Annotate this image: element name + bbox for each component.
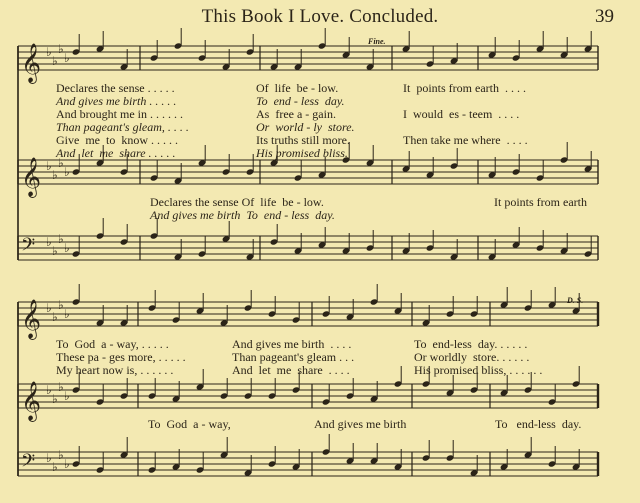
verse-line-a: Than pageant's gleam, . . . .	[56, 120, 189, 134]
tenor-line-a: To God a - way,	[148, 417, 231, 431]
flat-icon: ♭	[52, 168, 58, 182]
verse-line-b: Of life be - low.	[256, 81, 339, 95]
verse-line-a: To God a - way, . . . . .	[56, 337, 169, 351]
flat-icon: ♭	[46, 451, 52, 465]
treble-clef-icon: 𝄞	[21, 299, 42, 339]
verse-line-b: His promised bliss.	[256, 146, 348, 160]
flat-icon: ♭	[58, 448, 64, 462]
verse-line-a: And gives me birth . . . . .	[56, 94, 177, 108]
flat-icon: ♭	[52, 460, 58, 474]
verse-line-a: And let me share . . . . .	[56, 146, 176, 160]
flat-icon: ♭	[46, 159, 52, 173]
bass-clef-icon: 𝄢	[21, 451, 36, 476]
page-title: This Book I Love. Concluded.	[201, 6, 439, 27]
verse-line-b: As free a - gain.	[256, 107, 336, 121]
flat-icon: ♭	[46, 301, 52, 315]
flat-icon: ♭	[64, 165, 70, 179]
verse-line-c: Or worldly store. . . . . .	[414, 350, 530, 364]
flat-icon: ♭	[52, 244, 58, 258]
flat-icon: ♭	[64, 389, 70, 403]
flat-icon: ♭	[46, 383, 52, 397]
page-number: 39	[595, 6, 614, 27]
flat-icon: ♭	[52, 392, 58, 406]
flat-icon: ♭	[58, 156, 64, 170]
verse-line-b: Than pageant's gleam . . .	[232, 350, 355, 364]
flat-icon: ♭	[58, 42, 64, 56]
verse-line-b: Or world - ly store.	[256, 120, 355, 134]
flat-icon: ♭	[64, 241, 70, 255]
flat-icon: ♭	[46, 235, 52, 249]
verse-line-c: His promised bliss, . . . . . .	[414, 363, 543, 377]
tenor-line-a: Declares the sense Of life be - low.	[150, 195, 324, 209]
verse-line-b: Its truths still more.	[256, 133, 350, 147]
verse-line-a: Declares the sense . . . . .	[56, 81, 175, 95]
bass-clef-icon: 𝄢	[21, 235, 36, 260]
tenor-line-b: And gives me birth	[314, 417, 407, 431]
verse-line-a: My heart now is, . . . . . .	[56, 363, 174, 377]
flat-icon: ♭	[58, 298, 64, 312]
flat-icon: ♭	[52, 310, 58, 324]
verse-line-b: And let me share . . . .	[232, 363, 350, 377]
verse-line-b: To end - less day.	[256, 94, 345, 108]
flat-icon: ♭	[46, 45, 52, 59]
verse-line-c: I would es - teem . . . .	[403, 107, 520, 121]
verse-line-b: And gives me birth . . . .	[232, 337, 352, 351]
flat-icon: ♭	[52, 54, 58, 68]
tenor-line-a: And gives me birth To end - less day.	[150, 208, 335, 222]
verse-line-a: These pa - ges more, . . . . .	[56, 350, 186, 364]
flat-icon: ♭	[64, 307, 70, 321]
tenor-line-c: To end-less day.	[495, 417, 582, 431]
treble-clef-icon: 𝄞	[21, 157, 42, 197]
treble-clef-icon: 𝄞	[21, 381, 42, 421]
treble-clef-icon: 𝄞	[21, 43, 42, 83]
fine-mark: Fine.	[368, 37, 386, 46]
flat-icon: ♭	[58, 380, 64, 394]
flat-icon: ♭	[64, 457, 70, 471]
verse-line-c: Then take me where . . . .	[403, 133, 528, 147]
verse-line-a: And brought me in . . . . . .	[56, 107, 183, 121]
flat-icon: ♭	[64, 51, 70, 65]
ds-mark: D. S.	[567, 296, 584, 305]
verse-line-a: Give me to know . . . . .	[56, 133, 178, 147]
verse-line-c: It points from earth . . . .	[403, 81, 526, 95]
flat-icon: ♭	[58, 232, 64, 246]
tenor-line-c: It points from earth	[494, 195, 587, 209]
verse-line-c: To end-less day. . . . . .	[414, 337, 528, 351]
